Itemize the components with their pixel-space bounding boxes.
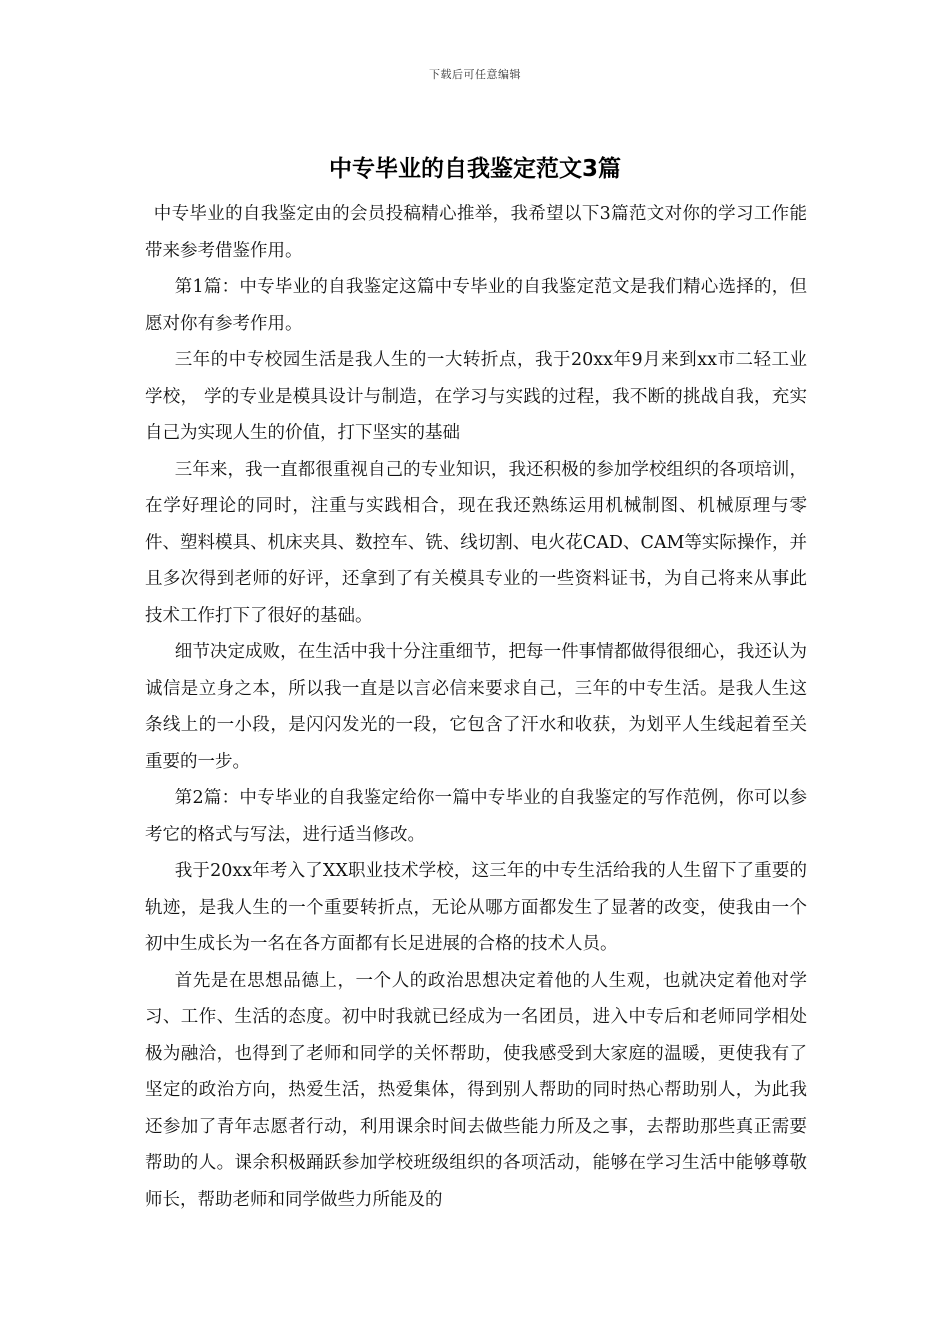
paragraph-article-1-heading: 第1篇：中专毕业的自我鉴定这篇中专毕业的自我鉴定范文是我们精心选择的，但愿对你有参考作用。 [145, 277, 807, 334]
paragraph: 我于20xx年考入了XX职业技术学校，这三年的中专生活给我的人生留下了重要的轨迹，是我人生的一个重要转折点，无论从哪方面都发生了显著的改变，使我由一个初中生成长为一名在各方面都有长足进展的合格的技术人员。 [145, 861, 807, 954]
paragraph: 三年来，我一直都很重视自己的专业知识，我还积极的参加学校组织的各项培训，在学好理论的同时，注重与实践相合，现在我还熟练运用机械制图、机械原理与零件、塑料模具、机床夹具、数控车、铣、线切割、电火花CAD、CAM等实际操作，并且多次得到老师的好评，还拿到了有关模具专业的一些资料证书，为自己将来从事此技术工作打下了很好的基础。 [145, 459, 807, 626]
page-title: 中专毕业的自我鉴定范文3篇 [328, 156, 621, 182]
paragraph: 首先是在思想品德上，一个人的政治思想决定着他的人生观，也就决定着他对学习、工作、生活的态度。初中时我就已经成为一名团员，进入中专后和老师同学相处极为融洽，也得到了老师和同学的关怀帮助，使我感受到大家庭的温暖，更使我有了坚定的政治方向，热爱生活，热爱集体，得到别人帮助的同时热心帮助别人，为此我还参加了青年志愿者行动，利用课余时间去做些能力所及之事，去帮助那些真正需要帮助的人。课余积极踊跃参加学校班级组织的各项活动，能够在学习生活中能够尊敬师长，帮助老师和同学做些力所能及的 [145, 970, 807, 1210]
paragraph-article-2-heading: 第2篇：中专毕业的自我鉴定给你一篇中专毕业的自我鉴定的写作范例，你可以参考它的格式与写法，进行适当修改。 [145, 788, 807, 845]
header-note: 下载后可任意编辑 [429, 68, 521, 81]
paragraph: 细节决定成败，在生活中我十分注重细节，把每一件事情都做得很细心，我还认为诚信是立身之本，所以我一直是以言必信来要求自己，三年的中专生活。是我人生这条线上的一小段，是闪闪发光的一段，它包含了汗水和收获，为划平人生线起着至关重要的一步。 [145, 642, 807, 772]
paragraph-intro: 中专毕业的自我鉴定由的会员投稿精心推举，我希望以下3篇范文对你的学习工作能带来参考借鉴作用。 [145, 204, 807, 261]
paragraph: 三年的中专校园生活是我人生的一大转折点，我于20xx年9月来到xx市二轻工业学校， 学的专业是模具设计与制造，在学习与实践的过程，我不断的挑战自我，充实自己为实现人生的价值，打下坚实的基础 [145, 350, 807, 443]
document-body [145, 196, 807, 1218]
